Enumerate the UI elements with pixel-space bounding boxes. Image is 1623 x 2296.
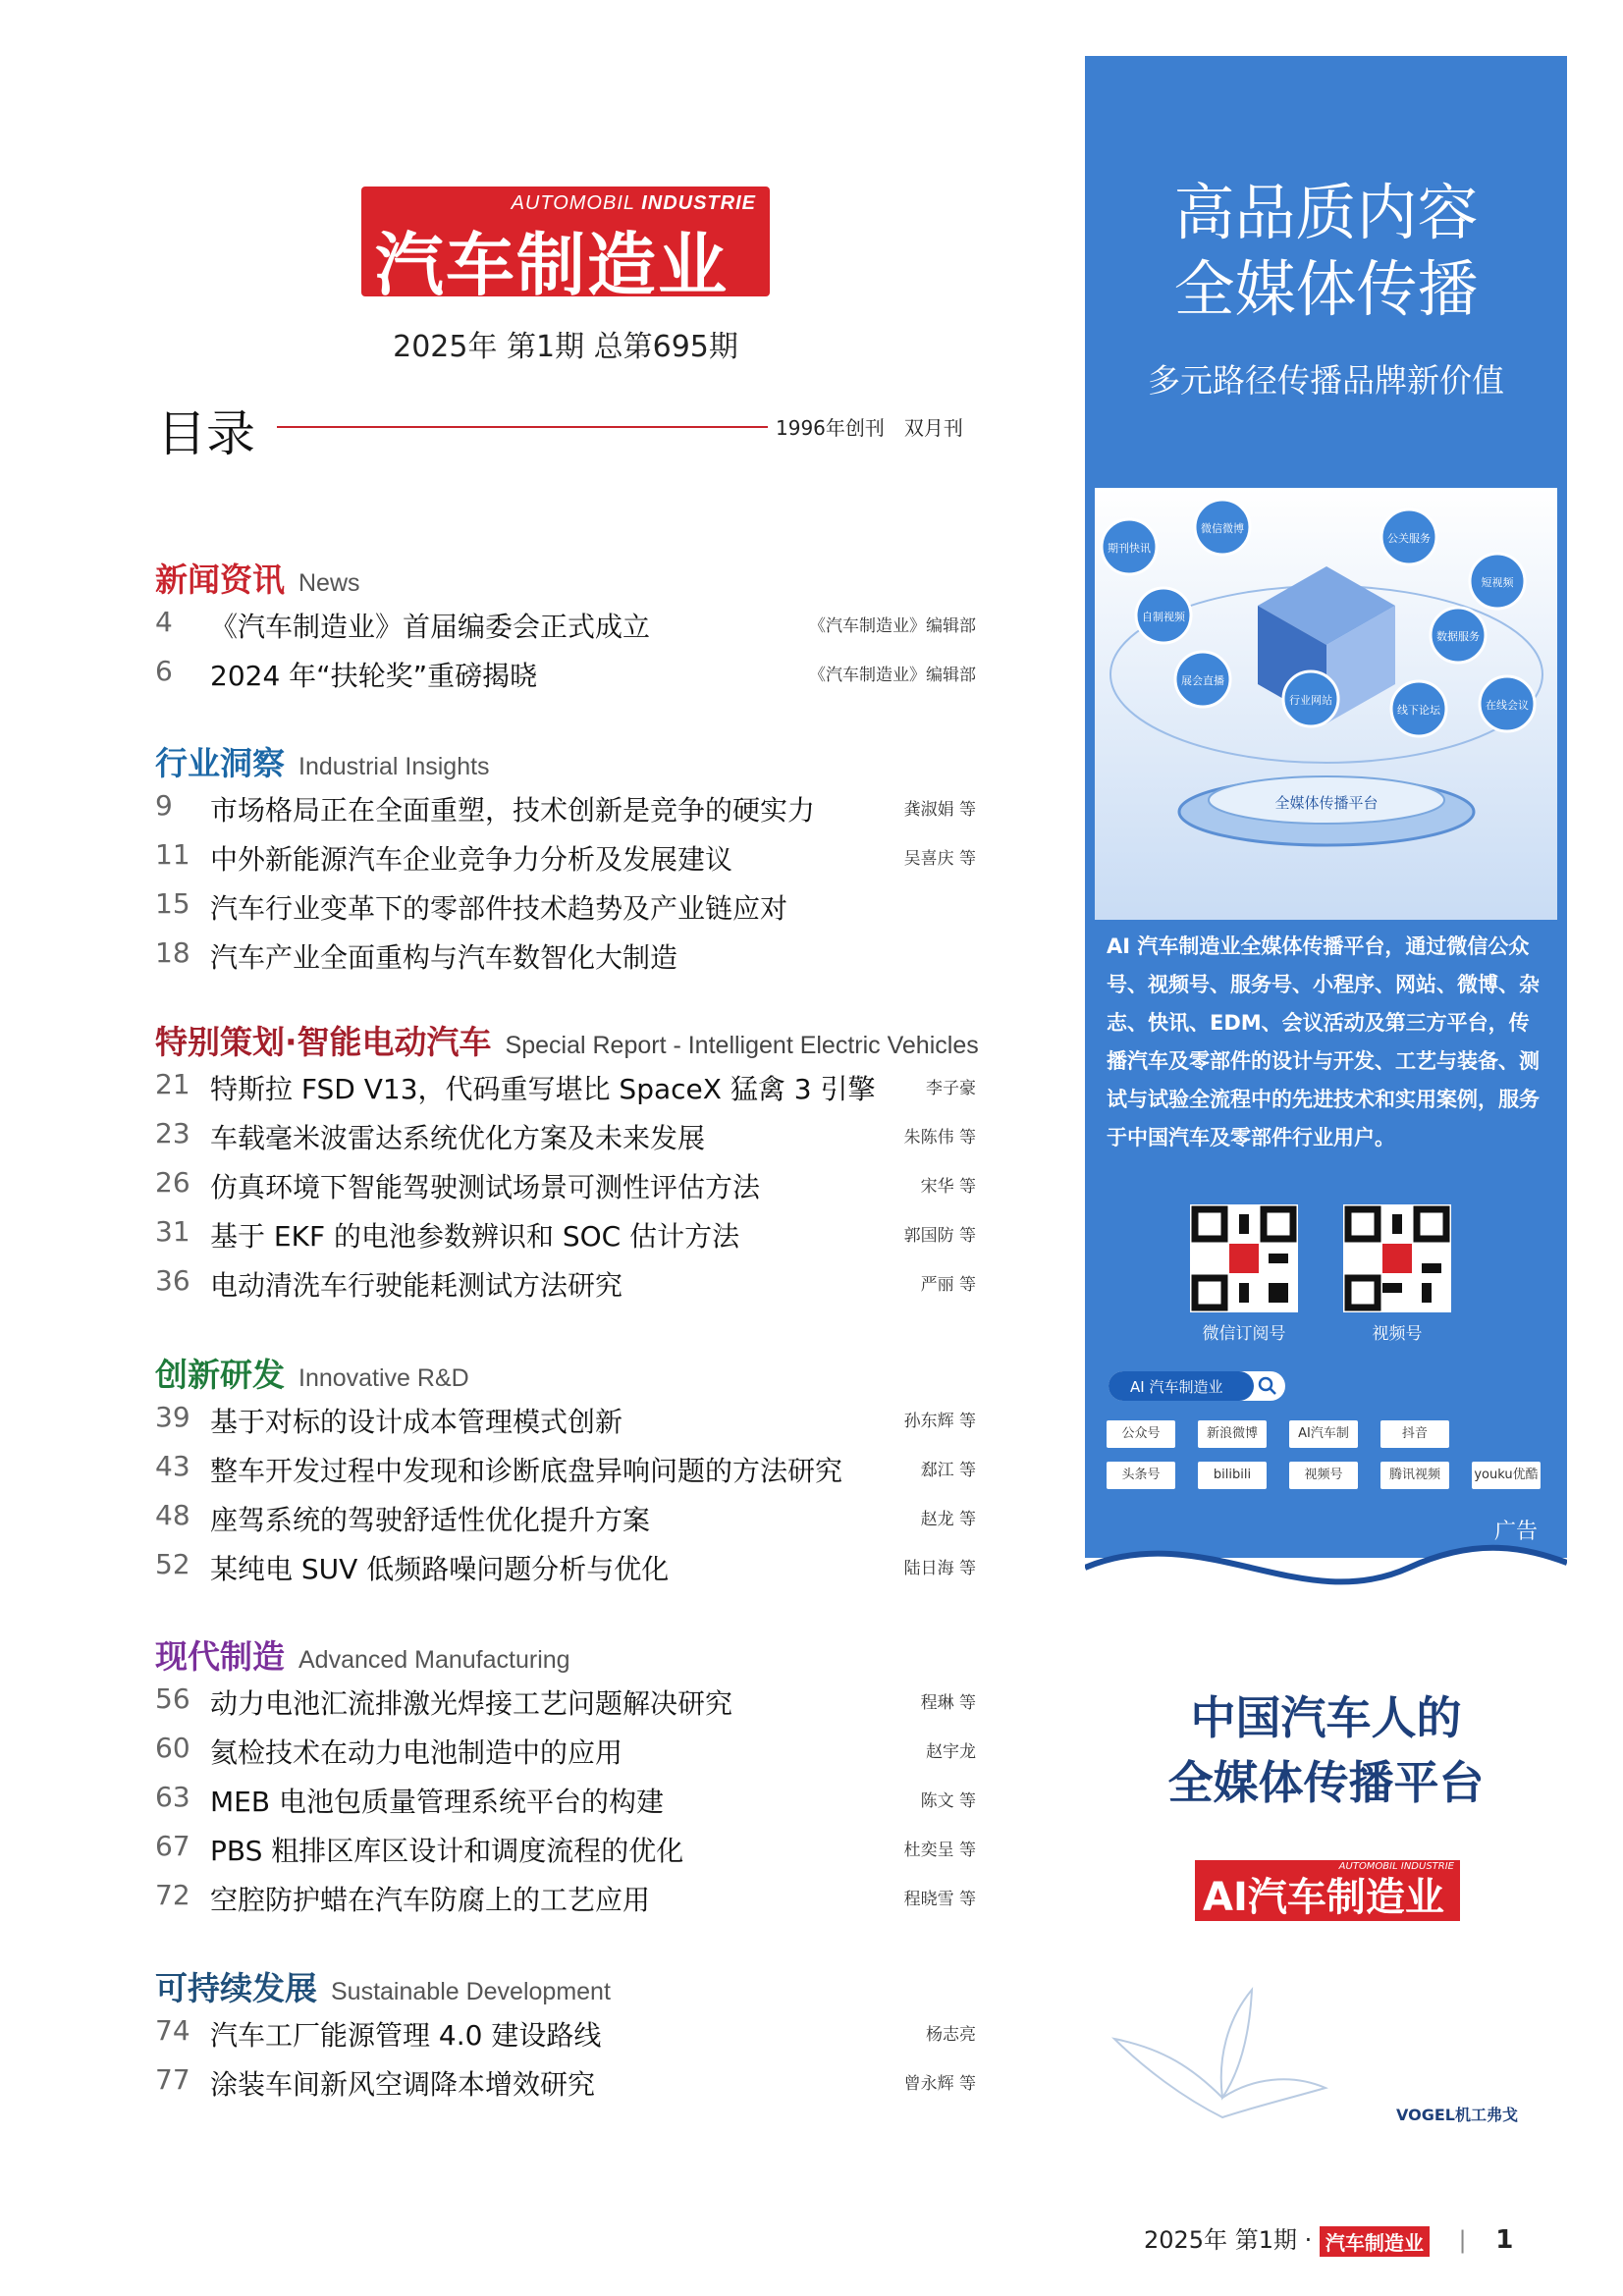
toc-article-title: 氦检技术在动力电池制造中的应用: [210, 1736, 623, 1769]
toc-author: 郭国防 等: [903, 1226, 976, 1246]
toc-author: 龚淑娟 等: [903, 800, 976, 820]
toc-page-number: 21: [155, 1068, 190, 1100]
bird-illustration: [1105, 1980, 1330, 2127]
graphic-node-label: 自制视频: [1142, 611, 1185, 623]
toc-page-number: 36: [155, 1264, 190, 1297]
toc-entry[interactable]: [155, 1450, 976, 1489]
toc-author: 程晓雪 等: [903, 1890, 976, 1909]
toc-article-title: 涂装车间新风空调降本增效研究: [210, 2068, 596, 2101]
footer-brand: 汽车制造业: [1320, 2226, 1430, 2257]
toc-article-title: 空腔防护蜡在汽车防腐上的工艺应用: [210, 1884, 651, 1916]
vogel-logo: VOGEL机工弗戈: [1396, 2106, 1518, 2124]
toc-page-number: 23: [155, 1117, 190, 1149]
ad-media-graphic: [1095, 488, 1557, 920]
search-icon: [1258, 1376, 1277, 1396]
toc-article-title: 某纯电 SUV 低频路噪问题分析与优化: [210, 1553, 670, 1585]
toc-article-title: 特斯拉 FSD V13，代码重写堪比 SpaceX 猛禽 3 引擎: [210, 1073, 876, 1105]
toc-page-number: 72: [155, 1879, 190, 1911]
graphic-node-label: 数据服务: [1436, 630, 1480, 643]
toc-page-number: 56: [155, 1682, 190, 1715]
logo-english: AUTOMOBIL INDUSTRIE: [511, 192, 756, 214]
platform-badge: 新浪微博: [1198, 1420, 1267, 1448]
toc-entry[interactable]: [155, 1499, 976, 1538]
page-number: 1: [1495, 2225, 1514, 2255]
section-heading: [155, 555, 360, 601]
graphic-node-label: 公关服务: [1387, 532, 1431, 545]
toc-article-title: PBS 粗排区库区设计和调度流程的优化: [210, 1835, 684, 1867]
ad-search-bar: [1109, 1371, 1285, 1401]
magazine-logo: [361, 187, 770, 305]
toc-author: 吴喜庆 等: [903, 849, 976, 869]
toc-author: 杜奕呈 等: [903, 1841, 976, 1860]
toc-article-title: 座驾系统的驾驶舒适性优化提升方案: [210, 1504, 651, 1536]
ad-description: AI 汽车制造业全媒体传播平台，通过微信公众号、视频号、服务号、小程序、网站、微博、杂志、快讯、EDM、会议活动及第三方平台，传播汽车及零部件的设计与开发、工艺与装备、测试与试验全流程中的先进技术和实用案例，服务于中国汽车及零部件行业用户。: [1107, 934, 1540, 1149]
toc-article-title: 动力电池汇流排激光焊接工艺问题解决研究: [210, 1687, 733, 1720]
toc-page-number: 52: [155, 1548, 190, 1580]
toc-page-number: 4: [155, 606, 173, 638]
section-title-en: Special Report - Intelligent Electric Vehicles: [505, 1032, 979, 1059]
toc-author: 严丽 等: [920, 1275, 976, 1295]
graphic-node-label: 期刊快讯: [1108, 542, 1151, 555]
toc-entry[interactable]: [155, 1781, 976, 1820]
toc-article-title: 基于对标的设计成本管理模式创新: [210, 1406, 623, 1438]
toc-entry[interactable]: [155, 1548, 976, 1587]
toc-title: 目录: [157, 405, 255, 462]
toc-entry[interactable]: [155, 1401, 976, 1440]
toc-article-title: 中外新能源汽车企业竞争力分析及发展建议: [210, 843, 733, 876]
graphic-platform-label: 全媒体传播平台: [1274, 794, 1379, 812]
toc-entry[interactable]: [155, 1879, 976, 1918]
toc-author: 陆日海 等: [903, 1559, 976, 1578]
platform-badge: 视频号: [1289, 1462, 1358, 1489]
graphic-node-label: 在线会议: [1486, 699, 1529, 712]
platform-badge: AI汽车制: [1289, 1420, 1358, 1448]
section-title-zh: 现代制造: [155, 1637, 285, 1676]
ad-slogan: [1085, 1685, 1567, 1815]
toc-article-title: 2024 年“扶轮奖”重磅揭晓: [210, 660, 538, 692]
toc-entry[interactable]: [155, 1264, 976, 1304]
toc-entry[interactable]: [155, 2063, 976, 2103]
ad-headline-1: 高品质内容: [1173, 177, 1479, 248]
toc-author: 陈文 等: [920, 1791, 976, 1811]
footer-issue: 2025年 第1期 ·: [1144, 2226, 1313, 2254]
toc-entry[interactable]: [155, 1068, 976, 1107]
section-heading: [155, 1963, 611, 2009]
toc-entry[interactable]: [155, 606, 976, 645]
toc-article-title: 《汽车制造业》首届编委会正式成立: [210, 611, 651, 643]
toc-author: 赵龙 等: [920, 1510, 976, 1529]
section-heading: [155, 1350, 469, 1396]
toc-author: 孙东辉 等: [903, 1412, 976, 1431]
ad-slogan-line2: 全媒体传播平台: [1167, 1756, 1485, 1809]
toc-article-title: MEB 电池包质量管理系统平台的构建: [210, 1786, 664, 1818]
toc-article-title: 市场格局正在全面重塑，技术创新是竞争的硬实力: [210, 794, 816, 827]
ad-search-text: AI 汽车制造业: [1130, 1378, 1223, 1396]
toc-page-number: 60: [155, 1732, 190, 1764]
toc-entry[interactable]: [155, 1732, 976, 1771]
section-title-en: Innovative R&D: [298, 1364, 469, 1392]
section-heading: [155, 1631, 570, 1678]
toc-author: 郄江 等: [920, 1461, 976, 1480]
toc-entry[interactable]: [155, 1166, 976, 1205]
toc-article-title: 基于 EKF 的电池参数辨识和 SOC 估计方法: [210, 1220, 740, 1253]
toc-page-number: 67: [155, 1830, 190, 1862]
graphic-node-label: 展会直播: [1181, 674, 1224, 687]
section-title-en: Advanced Manufacturing: [298, 1646, 570, 1674]
toc-article-title: 汽车行业变革下的零部件技术趋势及产业链应对: [210, 892, 788, 925]
section-title-zh: 可持续发展: [155, 1969, 317, 2007]
toc-entry[interactable]: [155, 2014, 976, 2054]
toc-entry[interactable]: [155, 936, 976, 976]
toc-page-number: 63: [155, 1781, 190, 1813]
toc-page-number: 39: [155, 1401, 190, 1433]
toc-author: 程琳 等: [920, 1693, 976, 1713]
ad-slogan-line1: 中国汽车人的: [1190, 1691, 1462, 1744]
toc-article-title: 汽车产业全面重构与汽车数智化大制造: [210, 941, 678, 974]
toc-article-title: 仿真环境下智能驾驶测试场景可测性评估方法: [210, 1171, 761, 1203]
wave-decoration: [1085, 1509, 1567, 1627]
toc-entry[interactable]: [155, 1830, 976, 1869]
toc-article-title: 整车开发过程中发现和诊断底盘异响问题的方法研究: [210, 1455, 843, 1487]
toc-page-number: 15: [155, 887, 190, 920]
toc-article-title: 电动清洗车行驶能耗测试方法研究: [210, 1269, 623, 1302]
toc-page-number: 26: [155, 1166, 190, 1199]
section-title-zh: 行业洞察: [155, 744, 285, 782]
toc-entry[interactable]: [155, 838, 976, 878]
platform-badge: bilibili: [1198, 1462, 1267, 1489]
platform-badge: 公众号: [1107, 1420, 1175, 1448]
graphic-node-label: 短视频: [1481, 576, 1514, 589]
toc-author: 《汽车制造业》编辑部: [809, 616, 976, 636]
toc-entry[interactable]: [155, 655, 976, 694]
platform-badge: 腾讯视频: [1380, 1462, 1449, 1489]
toc-page-number: 18: [155, 936, 190, 969]
qr-code-subscription: [1190, 1204, 1298, 1312]
graphic-node-label: 线下论坛: [1397, 704, 1440, 717]
ad-subhead: 多元路径传播品牌新价值: [1148, 361, 1504, 400]
founded-info: 1996年创刊 双月刊: [776, 416, 963, 440]
qr-label-subscription: 微信订阅号: [1202, 1324, 1286, 1344]
toc-page-number: 9: [155, 789, 173, 822]
toc-author: 赵宇龙: [926, 1742, 976, 1762]
toc-page-number: 43: [155, 1450, 190, 1482]
qr-label-video: 视频号: [1372, 1324, 1423, 1344]
logo-chinese: 汽车制造业: [375, 225, 729, 305]
toc-entry[interactable]: [155, 789, 976, 828]
section-title-en: News: [298, 569, 360, 597]
toc-author: 宋华 等: [920, 1177, 976, 1197]
toc-page-number: 48: [155, 1499, 190, 1531]
section-title-zh: 新闻资讯: [155, 561, 285, 599]
toc-entry[interactable]: [155, 887, 976, 927]
toc-author: 杨志亮: [926, 2025, 976, 2045]
advertisement-panel: [1085, 56, 1567, 2162]
toc-page-number: 6: [155, 655, 173, 687]
toc-page-number: 31: [155, 1215, 190, 1248]
toc-author: 朱陈伟 等: [903, 1128, 976, 1148]
graphic-node-label: 行业网站: [1289, 694, 1332, 707]
platform-badge: 抖音: [1380, 1420, 1449, 1448]
platform-badge: youku优酷: [1472, 1462, 1541, 1489]
toc-author: 《汽车制造业》编辑部: [809, 666, 976, 685]
section-heading: [155, 1017, 979, 1063]
ad-brand-logo: AUTOMOBIL INDUSTRIE AI汽车制造业: [1195, 1860, 1460, 1921]
toc-author: 李子豪: [926, 1079, 976, 1098]
section-title-en: Sustainable Development: [331, 1978, 611, 2005]
section-title-en: Industrial Insights: [298, 753, 490, 780]
section-title-zh: 创新研发: [155, 1356, 285, 1394]
toc-entry[interactable]: [155, 1215, 976, 1255]
issue-info: 2025年 第1期 总第695期: [393, 330, 738, 364]
toc-article-title: 车载毫米波雷达系统优化方案及未来发展: [210, 1122, 706, 1154]
section-title-zh: 特别策划·智能电动汽车: [155, 1023, 492, 1061]
toc-page-number: 74: [155, 2014, 190, 2047]
toc-author: 曾永辉 等: [903, 2074, 976, 2094]
toc-page-number: 11: [155, 838, 190, 871]
toc-divider: [277, 426, 768, 428]
toc-entry[interactable]: [155, 1117, 976, 1156]
toc-entry[interactable]: [155, 1682, 976, 1722]
footer-divider: |: [1458, 2226, 1467, 2254]
ad-headline-2: 全媒体传播: [1173, 253, 1479, 325]
graphic-node-label: 微信微博: [1201, 522, 1244, 535]
platform-badge: 头条号: [1107, 1462, 1175, 1489]
ad-label: 广告: [1493, 1520, 1538, 1544]
toc-page-number: 77: [155, 2063, 190, 2096]
toc-article-title: 汽车工厂能源管理 4.0 建设路线: [210, 2019, 602, 2052]
page-footer: [1144, 2220, 1513, 2257]
section-heading: [155, 738, 490, 784]
qr-code-video: [1343, 1204, 1451, 1312]
